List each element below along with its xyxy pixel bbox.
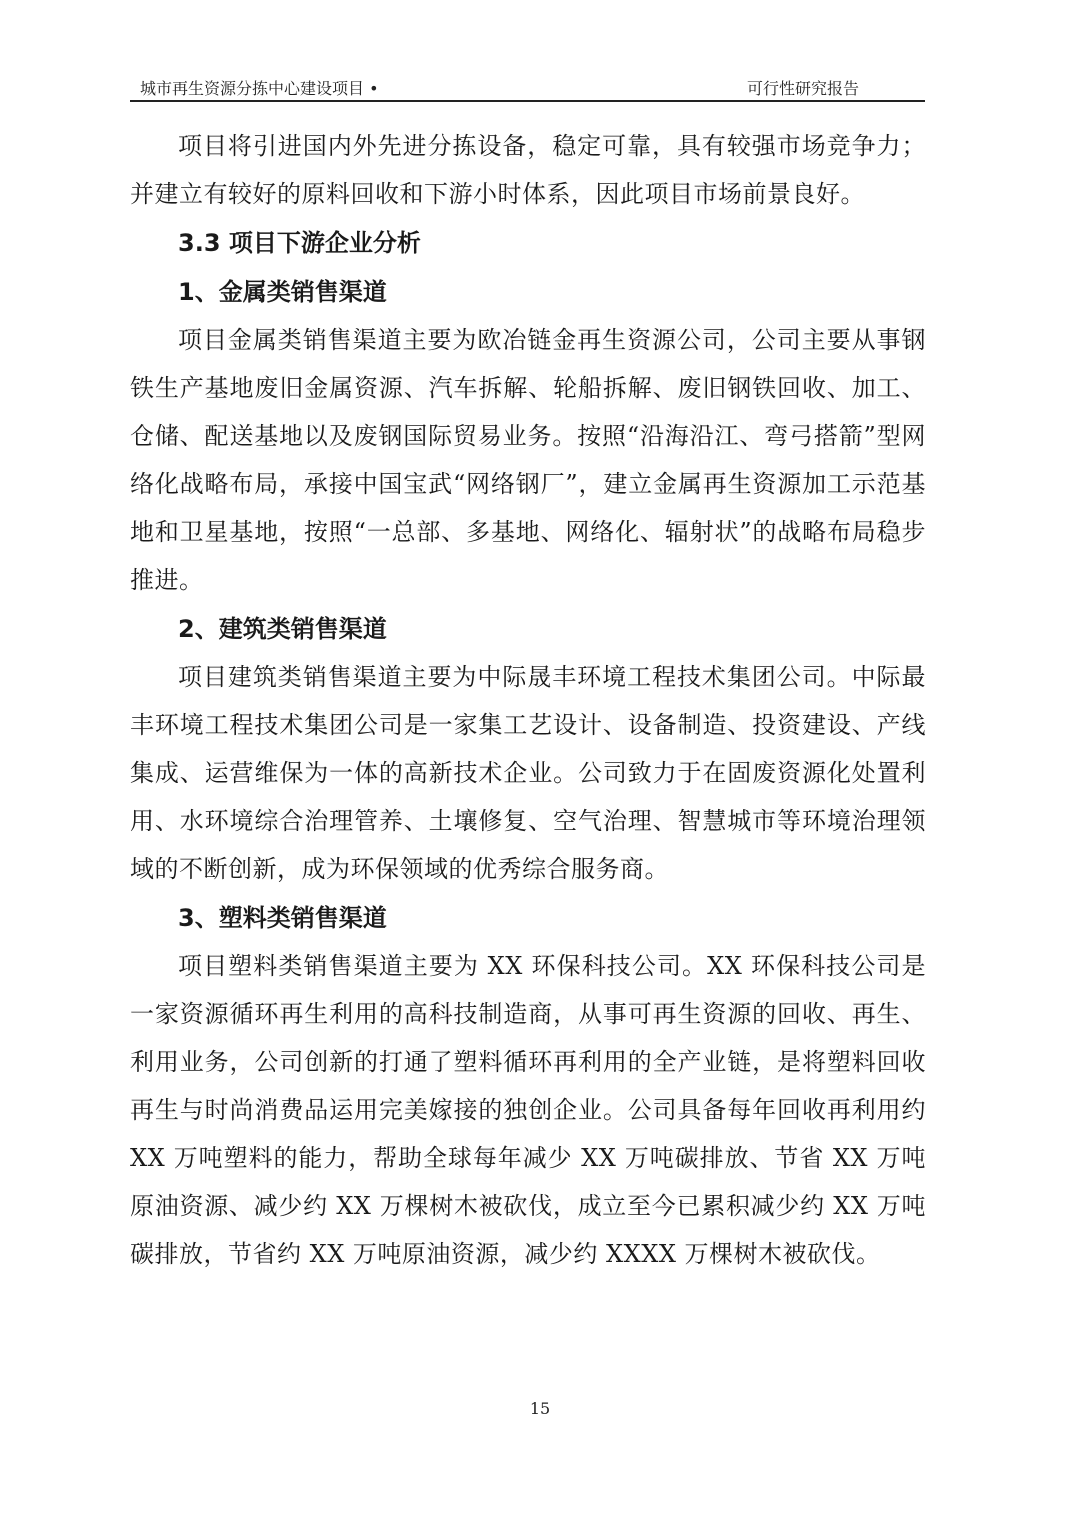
intro-paragraph: 项目将引进国内外先进分拣设备，稳定可靠，具有较强市场竞争力；并建立有较好的原料回收和下游小时体系，因此项目市场前景良好。 — [130, 132, 926, 208]
channel-paragraph-plastic: 项目塑料类销售渠道主要为 XX 环保科技公司。XX 环保科技公司是一家资源循环再生利用的高科技制造商，从事可再生资源的回收、再生、利用业务，公司创新的打通了塑料循环再利用的全产业链，是将塑料回收再生与时尚消费品运用完美嫁接的独创企业。公司具备每年回收再利用约 XX 万吨塑料的能力，帮助全球每年减少 XX 万吨碳排放、节省 XX 万吨原油资源、减少约 XX 万棵树木被砍伐，成立至今已累积减少约 XX 万吨碳排放，节省约 XX 万吨原油资源，减少约 XXXX 万棵树木被砍伐。 — [130, 952, 926, 1268]
channel-paragraph-construction: 项目建筑类销售渠道主要为中际晟丰环境工程技术集团公司。中际最丰环境工程技术集团公司是一家集工艺设计、设备制造、投资建设、产线集成、运营维保为一体的高新技术企业。公司致力于在固废资源化处置利用、水环境综合治理管养、土壤修复、空气治理、智慧城市等环境治理领域的不断创新，成为环保领域的优秀综合服务商。 — [130, 663, 926, 883]
section-heading: 3.3 项目下游企业分析 — [178, 229, 421, 257]
channel-heading-construction: 2、建筑类销售渠道 — [178, 615, 387, 643]
page-body — [130, 122, 926, 1278]
channel-heading-metal: 1、金属类销售渠道 — [178, 278, 387, 306]
channel-paragraph-metal: 项目金属类销售渠道主要为欧冶链金再生资源公司，公司主要从事钢铁生产基地废旧金属资源、汽车拆解、轮船拆解、废旧钢铁回收、加工、仓储、配送基地以及废钢国际贸易业务。按照“沿海沿江、弯弓搭箭”型网络化战略布局，承接中国宝武“网络钢厂”，建立金属再生资源加工示范基地和卫星基地，按照“一总部、多基地、网络化、辐射状”的战略布局稳步推进。 — [130, 326, 926, 594]
page-number: 15 — [529, 1399, 551, 1418]
header-report-title: 可行性研究报告 — [746, 79, 859, 98]
header-project-title: 城市再生资源分拣中心建设项目 • — [140, 79, 379, 98]
channel-heading-plastic: 3、塑料类销售渠道 — [178, 904, 387, 932]
page-header — [130, 74, 925, 102]
